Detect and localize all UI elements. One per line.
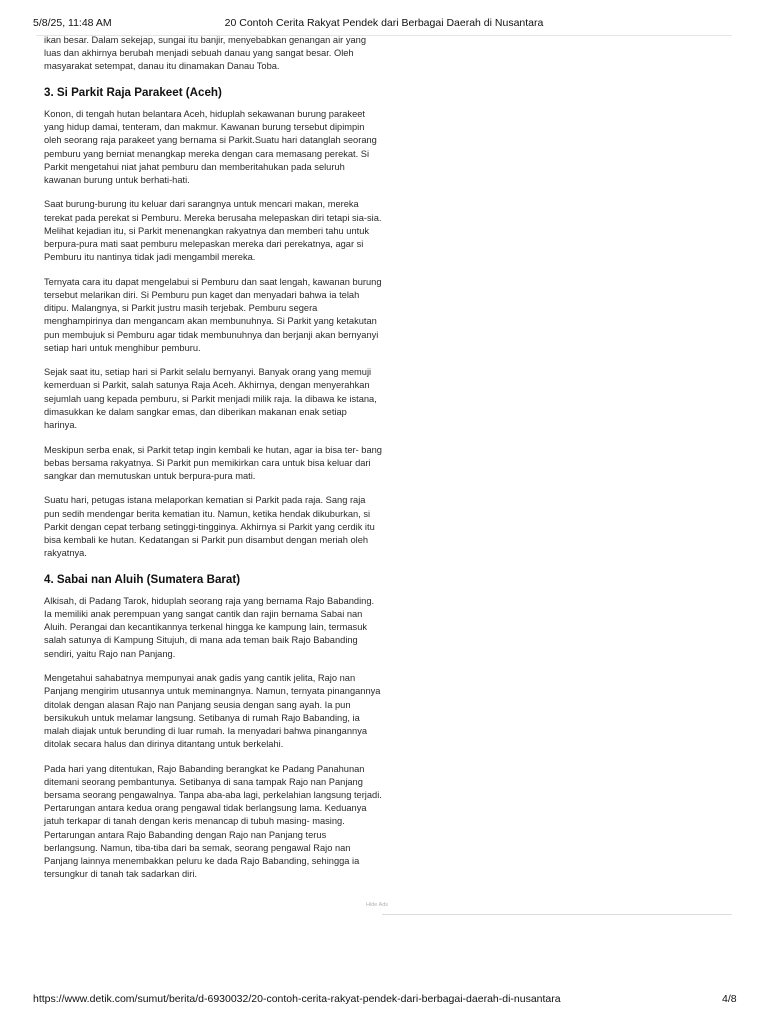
section-heading: 3. Si Parkit Raja Parakeet (Aceh) <box>44 85 222 99</box>
article-paragraph: Saat burung-burung itu keluar dari sarangnya untuk mencari makan, mereka terekat pada perekat si Pemburu. Mereka berusaha melepaskan diri tetapi sia-sia. Melihat kejadian itu, si Parkit menenangkan rakyatnya dan memberi tahu untuk berpura-pura mati saat pemburu melepaskan mereka dari perekatnya, agar si Pemburu itu nantinya tidak jadi mengambil mereka. <box>44 199 382 263</box>
ad-divider <box>382 914 732 915</box>
article-paragraph: Pada hari yang ditentukan, Rajo Babanding berangkat ke Padang Panahunan ditemani seorang pembantunya. Setibanya di sana tampak Rajo nan Panjang bersama seorang pengawalnya. Tanpa aba-aba lagi, perkelahian langsung terjadi. Pertarungan antara kedua orang pengawal tidak berlangsung lama. Keduanya jatuh terkapar di tanah dengan keris menancap di tubuh masing- masing. Pertarungan antara Rajo Babanding dengan Rajo nan Panjang terus berlangsung. Namun, tiba-tiba dari ba semak, seorang pengawal Rajo nan Panjang lainnya menembakkan peluru ke dada Rajo Babanding, sehingga ia tersungkur di tanah tak sadarkan diri. <box>44 763 382 880</box>
article-paragraph: Meskipun serba enak, si Parkit tetap ingin kembali ke hutan, agar ia bisa ter- bang bebas bersama rakyatnya. Si Parkit pun memikirkan cara untuk bisa keluar dari sangkar dan memutuskan untuk berpura-pura mati. <box>44 444 382 481</box>
print-datetime: 5/8/25, 11:48 AM <box>33 17 112 29</box>
article-paragraph: ikan besar. Dalam sekejap, sungai itu banjir, menyebabkan genangan air yang luas dan akhirnya berubah menjadi sebuah danau yang sangat besar. Oleh masyarakat setempat, danau itu dinamakan Danau Toba. <box>44 35 366 72</box>
article-paragraph: Alkisah, di Padang Tarok, hiduplah seorang raja yang bernama Rajo Babanding. Ia memiliki anak perempuan yang sangat cantik dan rajin bernama Sabai nan Aluih. Perangai dan kecantikannya terkenal hingga ke kampung lain, termasuk salah satunya di Kampung Situjuh, di mana ada teman baik Rajo Babanding sendiri, yaitu Rajo nan Panjang. <box>44 595 375 659</box>
article-body <box>44 34 382 893</box>
print-url: https://www.detik.com/sumut/berita/d-6930032/20-contoh-cerita-rakyat-pendek-dari-berbagai-daerah-di-nusantara <box>33 993 561 1005</box>
article-paragraph: Suatu hari, petugas istana melaporkan kematian si Parkit pada raja. Sang raja pun sedih mendengar berita kematian itu. Namun, ketika hendak dikuburkan, si Parkit dengan cepat terbang setinggi-tingginya. Akhirnya si Parkit yang cerdik itu bisa kembali ke hutan. Kedatangan si Parkit pun disambut dengan meriah oleh rakyatnya. <box>44 495 375 559</box>
print-page-title: 20 Contoh Cerita Rakyat Pendek dari Berbagai Daerah di Nusantara <box>224 17 544 29</box>
print-header <box>0 0 768 34</box>
article-paragraph: Konon, di tengah hutan belantara Aceh, hiduplah sekawanan burung parakeet yang hidup damai, tenteram, dan makmur. Kawanan burung tersebut dipimpin oleh seorang raja parakeet yang bernama si Parkit.Suatu hari datanglah seorang pemburu yang berniat menangkap mereka dengan cara memasang perekat. Si Parkit mengetahui niat jahat pemburu dan memberitahukan pada seluruh kawanan burung untuk berhati-hati. <box>44 108 377 185</box>
hide-ads-button[interactable]: Hide Ads <box>366 902 389 908</box>
article-paragraph: Mengetahui sahabatnya mempunyai anak gadis yang cantik jelita, Rajo nan Panjang mengirim utusannya untuk meminangnya. Namun, ternyata pinangannya ditolak dengan alasan Rajo nan Panjang seusia dengan sang ayah. Ia pun bersikukuh untuk melamar langsung. Setibanya di rumah Rajo Babanding, ia malah diajak untuk berunding di luar rumah. Ia menyadari bahwa pinangannya ditolak secara halus dan dirinya ditantang untuk berkelahi. <box>44 673 381 750</box>
article-paragraph: Ternyata cara itu dapat mengelabui si Pemburu dan saat lengah, kawanan burung tersebut melarikan diri. Si Pemburu pun kaget dan menyadari bahwa ia telah ditipu. Malangnya, si Parkit justru masih terjebak. Pemburu segera menghampirinya dan mengancam akan membunuhnya. Si Parkit yang ketakutan pun membujuk si Pemburu agar tidak membunuhnya dan berjanji akan bernyanyi setiap hari untuk menghibur pemburu. <box>44 276 382 353</box>
page-number: 4/8 <box>722 993 737 1005</box>
section-heading: 4. Sabai nan Aluih (Sumatera Barat) <box>44 572 241 586</box>
article-paragraph: Sejak saat itu, setiap hari si Parkit selalu bernyanyi. Banyak orang yang memuji kemerduan si Parkit, salah satunya Raja Aceh. Akhirnya, dengan menyerahkan sejumlah uang kepada pemburu, si Parkit menjadi milik raja. Ia dibawa ke istana, dimasukkan ke dalam sangkar emas, dan diberikan makanan enak setiap harinya. <box>44 367 377 431</box>
